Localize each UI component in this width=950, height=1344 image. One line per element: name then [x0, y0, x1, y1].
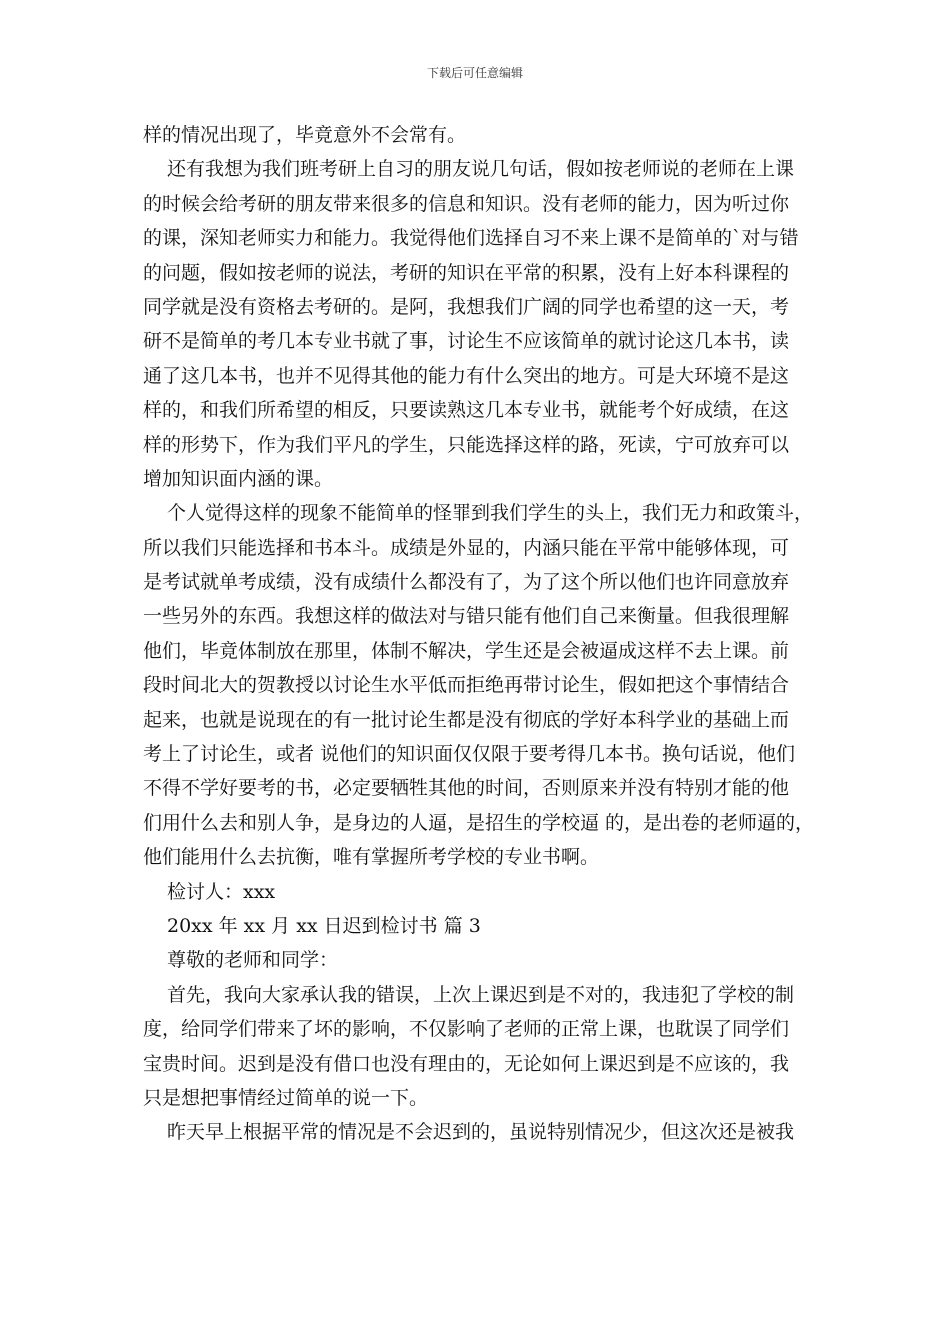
text-line: 的时候会给考研的朋友带来很多的信息和知识。没有老师的能力，因为听过你: [143, 192, 790, 215]
text-line: 度，给同学们带来了坏的影响，不仅影响了老师的正常上课，也耽误了同学们: [143, 1018, 790, 1041]
text-line: 研不是简单的考几本专业书就了事，讨论生不应该简单的就讨论这几本书，读: [143, 330, 790, 353]
text-line: 他们能用什么去抗衡，唯有掌握所考学校的专业书啊。: [143, 846, 600, 869]
text-line: 只是想把事情经过简单的说一下。: [143, 1086, 429, 1109]
text-line: 尊敬的老师和同学：: [167, 949, 339, 972]
text-line: 昨天早上根据平常的情况是不会迟到的，虽说特别情况少，但这次还是被我: [167, 1121, 795, 1144]
text-line: 还有我想为我们班考研上自习的朋友说几句话，假如按老师说的老师在上课: [167, 158, 795, 181]
text-line: 不得不学好要考的书，必定要牺牲其他的时间，否则原来并没有特别才能的他: [143, 777, 790, 800]
text-line: 段时间北大的贺教授以讨论生水平低而拒绝再带讨论生，假如把这个事情结合: [143, 674, 790, 697]
text-line: 增加知识面内涵的课。: [143, 467, 334, 490]
text-line: 他们，毕竟体制放在那里，体制不解决，学生还是会被逼成这样不去上课。前: [143, 639, 790, 662]
text-line: 宝贵时间。迟到是没有借口也没有理由的，无论如何上课迟到是不应该的，我: [143, 1052, 790, 1075]
text-line: 检讨人：xxx: [167, 880, 276, 903]
page-header-note: 下载后可任意编辑: [426, 66, 523, 80]
text-line: 样的，和我们所希望的相反，只要读熟这几本专业书，就能考个好成绩，在这: [143, 399, 790, 422]
text-line: 个人觉得这样的现象不能简单的怪罪到我们学生的头上，我们无力和政策斗，: [167, 502, 814, 525]
text-line: 所以我们只能选择和书本斗。成绩是外显的，内涵只能在平常中能够体现，可: [143, 536, 790, 559]
text-line: 首先，我向大家承认我的错误，上次上课迟到是不对的，我违犯了学校的制: [167, 983, 795, 1006]
text-line: 起来，也就是说现在的有一批讨论生都是没有彻底的学好本科学业的基础上而: [143, 708, 790, 731]
text-line: 考上了讨论生，或者 说他们的知识面仅仅限于要考得几本书。换句话说，他们: [143, 743, 796, 766]
text-line: 样的情况出现了，毕竟意外不会常有。: [143, 124, 467, 146]
text-line: 通了这几本书，也并不见得其他的能力有什么突出的地方。可是大环境不是这: [143, 364, 790, 387]
text-line: 的课，深知老师实力和能力。我觉得他们选择自习不来上课不是简单的`对与错: [143, 227, 799, 250]
text-line: 一些另外的东西。我想这样的做法对与错只能有他们自己来衡量。但我很理解: [143, 605, 790, 628]
text-line: 同学就是没有资格去考研的。是阿，我想我们广阔的同学也希望的这一天，考: [143, 295, 790, 318]
text-line: 样的形势下，作为我们平凡的学生，只能选择这样的路，死读，宁可放弃可以: [143, 433, 790, 456]
text-line: 的问题，假如按老师的说法，考研的知识在平常的积累，没有上好本科课程的: [143, 261, 790, 284]
text-line: 是考试就单考成绩，没有成绩什么都没有了，为了这个所以他们也许同意放弃: [143, 571, 790, 594]
document-body: [143, 118, 815, 1150]
text-line: 们用什么去和别人争，是身边的人逼，是招生的学校逼 的，是出卷的老师逼的，: [143, 811, 815, 834]
text-line: 20xx 年 xx 月 xx 日迟到检讨书 篇 3: [167, 914, 481, 937]
